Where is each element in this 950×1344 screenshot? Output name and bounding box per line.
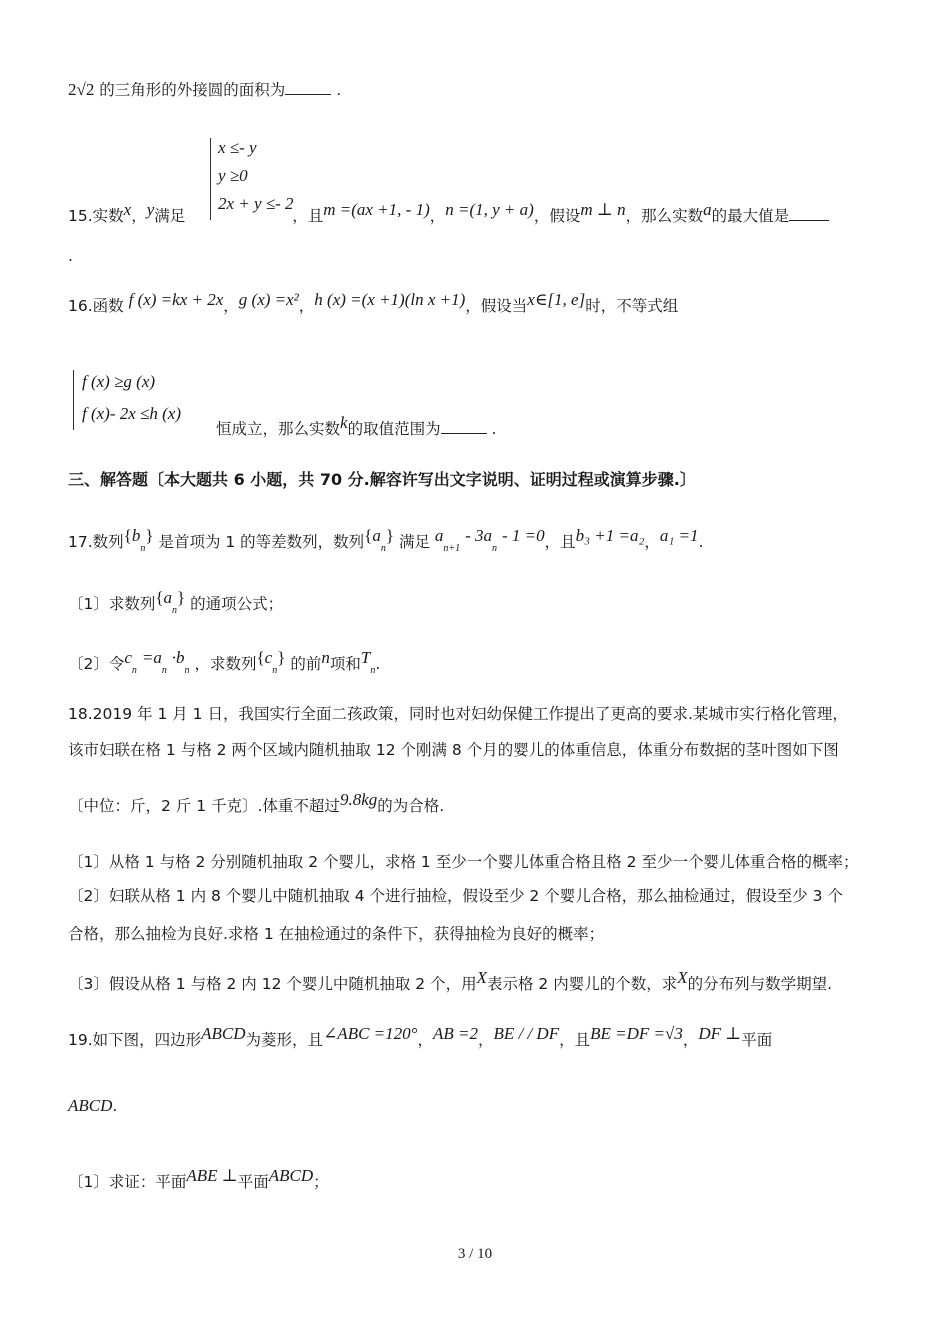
q17-part1: 〔1〕求数列$\{a_n\}$ 的通项公式； <box>68 588 284 617</box>
brace <box>73 370 74 430</box>
q17-part2: 〔2〕令$c_n =a_n \cdot b_n$ ，求数列$\{c_n\}$ 的前n项和$T_n$. <box>68 648 381 677</box>
constraint-1: x ≤- y <box>218 138 257 157</box>
question-18-line1: 18.2019 年 1 月 1 日，我国实行全面二孩政策，同时也对妇幼保健工作提出了更高的要求.某城市实行格化管理， <box>68 705 848 723</box>
inequality-2: f (x)- 2x ≤h (x) <box>82 404 181 423</box>
question-18-line3: 〔中位：斤，2 斤 1 千克〕.体重不超过9.8kg的为合格. <box>68 790 445 815</box>
answer-blank <box>285 80 331 95</box>
question-18-line2: 该市妇联在格 1 与格 2 两个区域内随机抽取 12 个刚满 8 个月的婴儿的体重信息，体重分布数据的茎叶图如下图 <box>68 741 839 759</box>
prev-question-tail: 2√2 的三角形的外接圆的面积为 . <box>68 80 342 99</box>
constraint-2: y ≥0 <box>218 166 248 185</box>
q18-part2-line2: 合格，那么抽检为良好.求格 1 在抽检通过的条件下，获得抽检为良好的概率； <box>68 925 605 943</box>
question-19-tail: ABCD. <box>68 1096 118 1115</box>
question-16-tail: 恒成立，那么实数k的取值范围为 . <box>216 413 497 438</box>
question-17: 17.数列$\{b_n\}$ 是首项为 1 的等差数列，数列$\{a_n\}$ 满足 $a_{n+1} - 3a_n - 1 =0$，且b₃ +1 =a₂，a₁ =1. <box>68 526 704 555</box>
answer-blank <box>441 419 487 434</box>
inequality-1: f (x) ≥g (x) <box>82 372 156 391</box>
math-expr: 2√2 <box>68 80 95 99</box>
q18-part3: 〔3〕假设从格 1 与格 2 内 12 个婴儿中随机抽取 2 个，用X表示格 2 内婴儿的个数，求X的分布列与数学期望. <box>68 968 833 993</box>
question-15: 15.实数x，y满足 ，且m =(ax +1, - 1)，n =(1, y + a)，假设m ⊥ n，那么实数a的最大值是 <box>68 206 829 226</box>
question-19: 19.如下图，四边形ABCD为菱形，且∠ABC =120°，AB =2，BE / / DF，且BE =DF =√3，DF ⊥平面 <box>68 1024 773 1049</box>
q19-part1: 〔1〕求证：平面ABE ⊥平面ABCD； <box>68 1166 329 1191</box>
q18-part1: 〔1〕从格 1 与格 2 分别随机抽取 2 个婴儿，求格 1 至少一个婴儿体重合格且格 2 至少一个婴儿体重合格的概率； <box>68 853 859 871</box>
question-16: 16.函数 f (x) =kx + 2x，g (x) =x²，h (x) =(x +1)(ln x +1)，假设当x∈[1, e]时，不等式组 <box>68 290 679 315</box>
q18-part2-line1: 〔2〕妇联从格 1 内 8 个婴儿中随机抽取 4 个进行抽检，假设至少 2 个婴儿合格，那么抽检通过，假设至少 3 个 <box>68 887 843 905</box>
answer-blank <box>789 206 829 221</box>
page-number: 3 / 10 <box>457 1246 493 1262</box>
section-heading: 三、解答题〔本大题共 6 小题，共 70 分.解容许写出文字说明、证明过程或演算步骤.〕 <box>68 470 696 489</box>
constraint-3: 2x + y ≤- 2 <box>218 194 294 213</box>
